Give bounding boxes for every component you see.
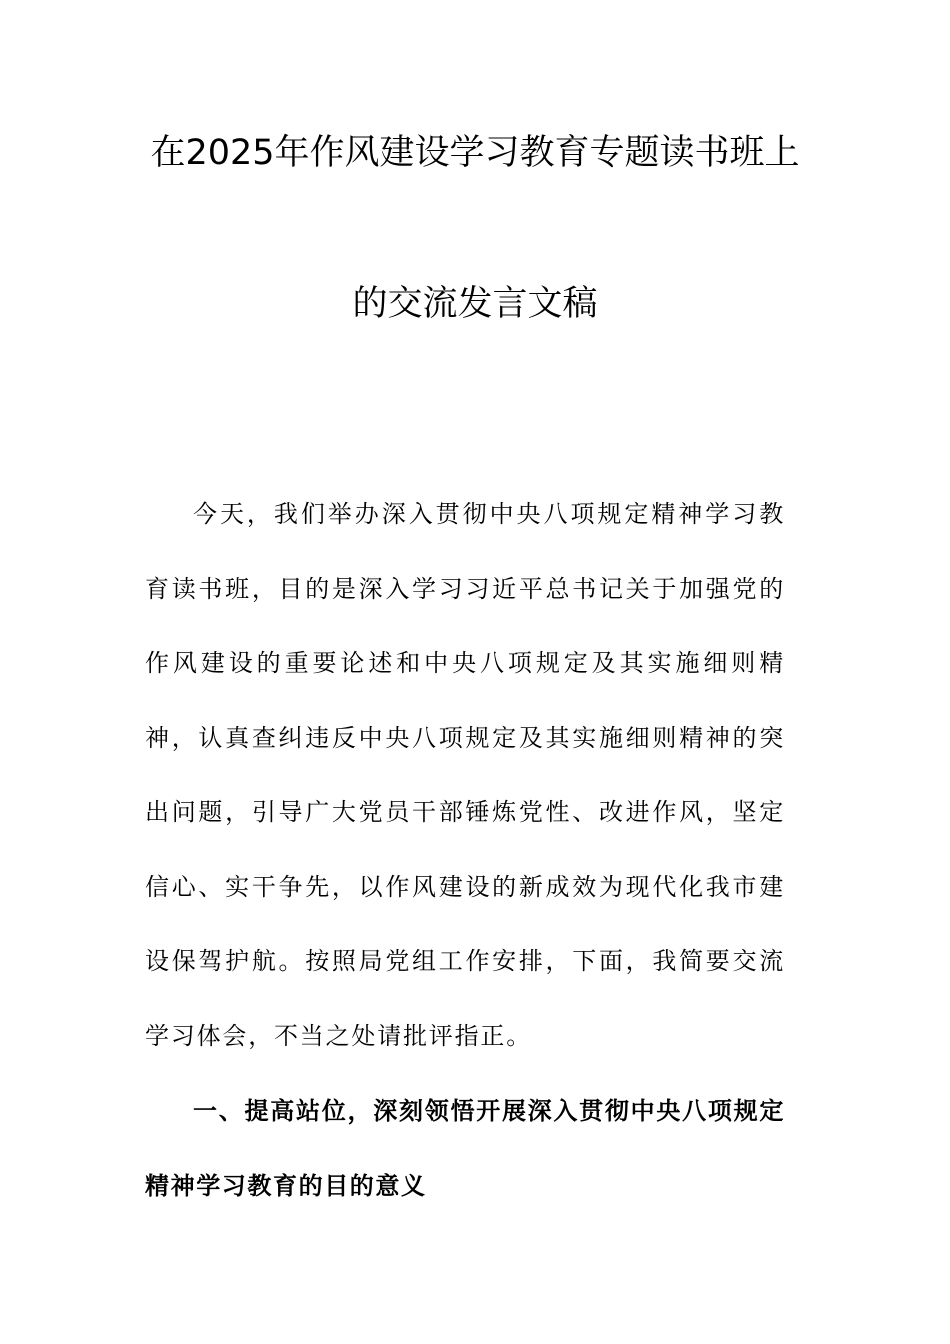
document-title-line-1: 在2025年作风建设学习教育专题读书班上 bbox=[150, 133, 800, 173]
document-title-line-2: 的交流发言文稿 bbox=[352, 284, 598, 324]
section-heading-1: 一、提高站位，深刻领悟开展深入贯彻中央八项规定精神学习教育的目的意义 bbox=[145, 1096, 785, 1200]
intro-paragraph: 今天，我们举办深入贯彻中央八项规定精神学习教育读书班，目的是深入学习习近平总书记关于加强党的作风建设的重要论述和中央八项规定及其实施细则精神，认真查纠违反中央八项规定及其实施细则精神的突出问题，引导广大党员干部锤炼党性、改进作风，坚定信心、实干争先，以作风建设的新成效为现代化我市建设保驾护航。按照局党组工作安排，下面，我简要交流学习体会，不当之处请批评指正。 bbox=[145, 500, 785, 1050]
